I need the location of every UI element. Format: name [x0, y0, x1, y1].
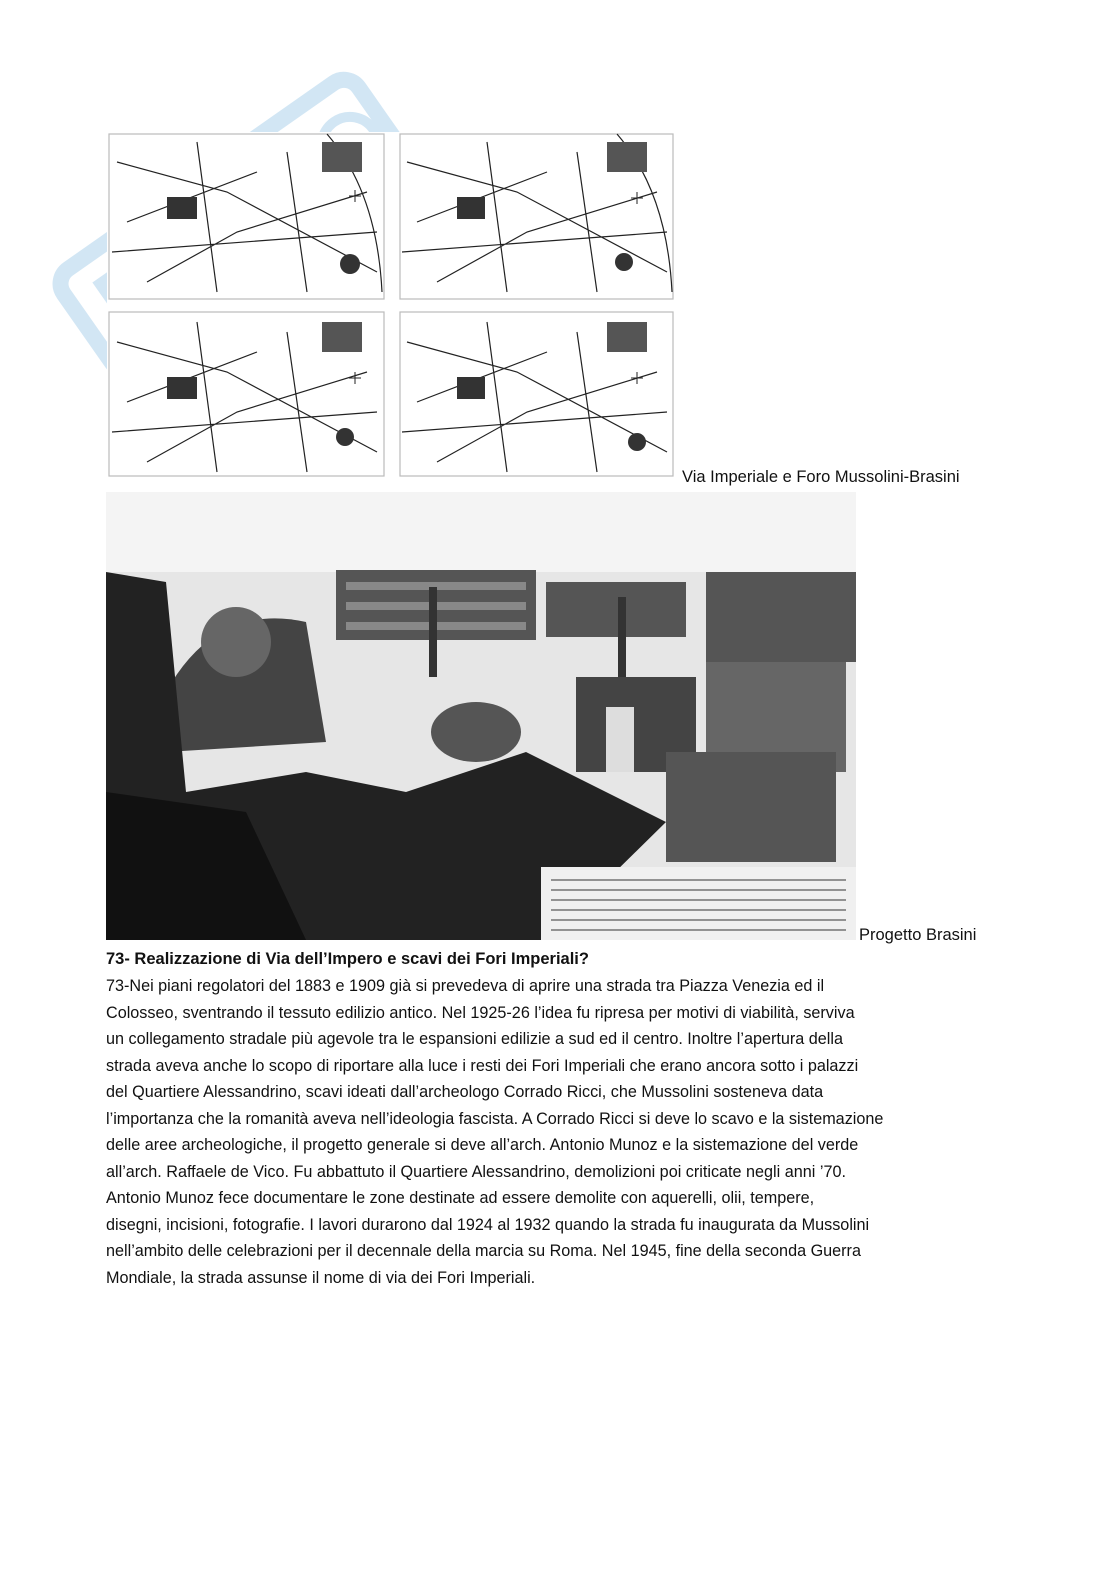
maps-figure: [107, 132, 675, 478]
engraving-figure: [106, 492, 856, 940]
body-line: nell’ambito delle celebrazioni per il decennale della marcia su Roma. Nel 1945, fine della seconda Guerra: [106, 1242, 861, 1260]
body-line: Mondiale, la strada assunse il nome di via dei Fori Imperiali.: [106, 1268, 536, 1287]
body-line: del Quartiere Alessandrino, scavi ideati dall’archeologo Corrado Ricci, che Mussolini sosteneva data: [106, 1083, 824, 1101]
maps-caption: Via Imperiale e Foro Mussolini-Brasini: [682, 468, 960, 486]
body-line: 73-Nei piani regolatori del 1883 e 1909 già si prevedeva di aprire una strada tra Piazza Venezia ed il: [106, 977, 825, 995]
body-line: strada aveva anche lo scopo di riportare alla luce i resti dei Fori Imperiali che erano ancora sotto i palazzi: [106, 1056, 859, 1075]
body-line: disegni, incisioni, fotografie. I lavori durarono dal 1924 al 1932 quando la strada fu inaugurata da Mussolini: [106, 1215, 870, 1234]
city-plan-maps: [107, 132, 675, 478]
body-line: all’arch. Raffaele de Vico. Fu abbattuto il Quartiere Alessandrino, demolizioni poi criticate negli anni ’70.: [106, 1162, 846, 1181]
section-heading: 73- Realizzazione di Via dell’Impero e scavi dei Fori Imperiali?: [106, 950, 589, 968]
body-line: un collegamento stradale più agevole tra le espansioni edilizie a sud ed il centro. Inoltre l’apertura della: [106, 1030, 843, 1048]
engraving-caption: Progetto Brasini: [859, 926, 977, 944]
brasini-project-engraving: [106, 492, 856, 940]
body-line: Colosseo, sventrando il tessuto edilizio antico. Nel 1925-26 l’idea fu ripresa per motivi di viabilità, serviva: [106, 1003, 855, 1022]
body-line: Antonio Munoz fece documentare le zone destinate ad essere demolite con aquerelli, olii, tempere,: [106, 1189, 815, 1207]
body-line: l’importanza che la romanità aveva nell’ideologia fascista. A Corrado Ricci si deve lo scavo e la sistemazione: [106, 1109, 884, 1128]
body-line: delle aree archeologiche, il progetto generale si deve all’arch. Antonio Munoz e la sistemazione del verde: [106, 1136, 859, 1154]
body-text: [106, 973, 1006, 1291]
